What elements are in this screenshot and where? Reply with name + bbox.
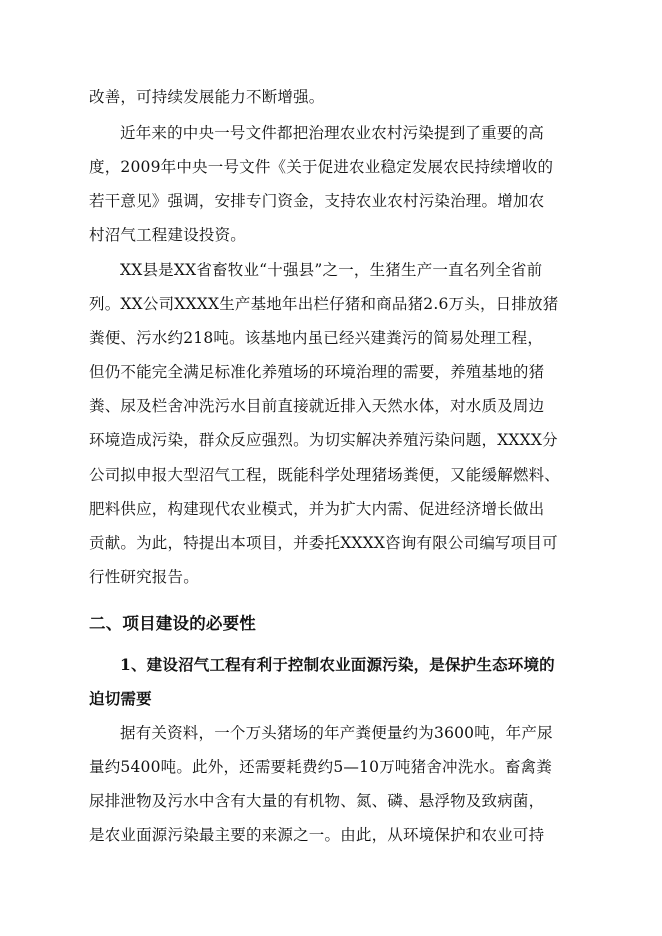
county-paragraph-line-7: 公司拟申报大型沼气工程，既能科学处理猪场粪便，又能缓解燃料、 [89,466,561,484]
county-paragraph-line-8: 肥料供应，构建现代农业模式，并为扩大内需、促进经济增长做出 [89,500,545,518]
county-paragraph-line-10: 行性研究报告。 [89,568,199,586]
pollution-paragraph-line-4: 是农业面源污染最主要的来源之一。由此，从环境保护和农业可持 [89,826,545,844]
pollution-paragraph-line-1: 据有关资料，一个万头猪场的年产粪便量约为3600吨，年产尿 [120,724,553,742]
pollution-paragraph-line-3: 尿排泄物及污水中含有大量的有机物、氮、磷、悬浮物及致病菌， [89,792,545,810]
county-paragraph-line-4: 但仍不能完全满足标准化养殖场的环境治理的需要，养殖基地的猪 [89,363,545,381]
county-paragraph-line-3: 粪便、污水约218吨。该基地内虽已经兴建粪污的简易处理工程， [89,329,544,347]
pollution-paragraph-line-2: 量约5400吨。此外，还需要耗费约5—10万吨猪舍冲洗水。畜禽粪 [89,758,552,776]
subheading-line-2: 迫切需要 [89,689,152,708]
county-paragraph-line-5: 粪、尿及栏舍冲洗污水目前直接就近排入天然水体，对水质及周边 [89,397,545,415]
policy-paragraph-line-4: 村沼气工程建设投资。 [89,226,247,244]
policy-paragraph-line-2: 度，2009年中央一号文件《关于促进农业稳定发展农民持续增收的 [89,158,554,176]
county-paragraph-line-1: XX县是XX省畜牧业“十强县”之一，生猪生产一直名列全省前 [120,261,543,279]
policy-paragraph-line-3: 若干意见》强调，安排专门资金，支持农业农村污染治理。增加农 [89,192,545,210]
county-paragraph-line-6: 环境造成污染，群众反应强烈。为切实解决养殖污染问题，XXXX分 [89,431,558,449]
county-paragraph-line-9: 贡献。为此，特提出本项目，并委托XXXX咨询有限公司编写项目可 [89,534,558,552]
intro-tail-line: 改善，可持续发展能力不断增强。 [89,88,325,106]
county-paragraph-line-2: 列。XX公司XXXX生产基地年出栏仔猪和商品猪2.6万头，日排放猪 [89,295,559,313]
policy-paragraph-line-1: 近年来的中央一号文件都把治理农业农村污染提到了重要的高 [120,124,544,142]
subheading-line-1: 1、建设沼气工程有利于控制农业面源污染，是保护生态环境的 [120,655,555,674]
section-heading: 二、项目建设的必要性 [89,614,256,633]
